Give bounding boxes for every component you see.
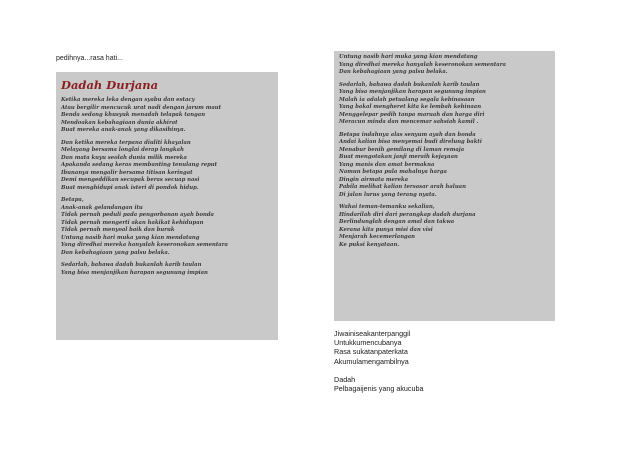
notes-block-1	[334, 329, 424, 366]
poem-line: Meracun minda dan mencemar sahsiah kamil .	[339, 119, 479, 125]
poem-line: Dan ketika mereka terpana diuliti khayalan	[61, 139, 191, 146]
poem-line: Andai kalian bisa menyemai budi direlung bakti	[339, 139, 482, 145]
poem-stanza	[339, 54, 551, 77]
poem-line: Ke puksi kenyataan.	[339, 241, 400, 248]
poem-line: Yang bisa menjanjikan harapan segunung impian	[61, 269, 208, 276]
poem-line: Ibunanya mengalir bersama titisan keringat	[61, 169, 193, 176]
note-line: Pelbagaijenis yang akucuba	[334, 384, 424, 394]
page-caption: pedihnya...rasa hati...	[56, 55, 123, 62]
poem-title: Dadah Durjana	[61, 78, 159, 92]
poem-line: Ketika mereka leka dengan syabu dan estacy	[61, 97, 195, 103]
poem-line: Hindarilah diri dari perangkap dadah durjana	[339, 211, 476, 218]
poem-line: Berlindunglah dengan amal dan takwa	[339, 219, 455, 225]
poem-line: Wahai teman-temanku sekalian,	[339, 204, 435, 210]
note-line: Akumulamengambilnya	[334, 356, 409, 366]
poem-line: Apakanda sedang keras membanting tenulang reput	[61, 162, 218, 168]
poem-line: Di jalan lurus yang terang nyata.	[339, 191, 437, 198]
poem-line: Buat mereka anak-anak yang dikasihinya.	[61, 127, 186, 133]
note-line: Dadah	[334, 374, 356, 384]
poem-line: Anak-anak gelandangan itu	[61, 204, 143, 211]
poem-line: Tidak pernah peduli pada pengorbanan ayah bonda	[61, 212, 214, 218]
poem-line: Menggelepar pedih tanpa maruah dan harga diri	[339, 111, 485, 118]
poem-line: Untung nasib hari muka yang kian mendatang	[61, 234, 200, 241]
poem-line: Yang bakal mengheret kita ke lembah kehinaan	[339, 104, 482, 110]
poem-line: Tidak pernah menyoal baik dan buruk	[61, 227, 175, 233]
poem-line: Malah ia adalah petualang segala kebinasaan	[339, 96, 475, 103]
note-line: Untukkumencubanya	[334, 338, 402, 348]
poem-line: Yang diredhai mereka hanyalah keseronokan sementara	[61, 242, 228, 248]
poem-line: Yang manis dan amat bermakna	[339, 161, 435, 168]
poem-line: Menabur benih gemilang di laman remaja	[339, 146, 465, 153]
poem-line: Namun betapa pula mahalnya harga	[339, 169, 447, 175]
poem-line: Menjarah kecemerlangan	[339, 234, 416, 240]
poem-line: Sedarlah, bahawa dadah bukanlah karib taulan	[61, 262, 202, 268]
poem-line: Yang bisa menjanjikan harapan segunung impian	[339, 89, 486, 95]
poem-line: Dan kebahagiaan yang palsu belaka.	[61, 249, 170, 256]
poem-line: Pabila melihat kalian tersasar arah haluan	[339, 184, 466, 190]
poem-line: Atau bergilir mencucuk urat nadi dengan jarum maut	[61, 104, 222, 111]
poem-stanza	[61, 197, 274, 257]
poem-line: Benda sedang khusyuk menadah telapak tangan	[61, 112, 206, 118]
poem-line: Untung nasib hari muka yang kian mendatang	[339, 54, 478, 60]
poem-stanza	[61, 140, 274, 193]
poem-stanza	[339, 82, 551, 127]
poem-body-right	[334, 54, 555, 249]
notes-block-2	[334, 375, 424, 393]
poem-line: Kerana kita punya misi dan visi	[339, 226, 433, 233]
poem-line: Sedarlah, bahawa dadah bukanlah karib taulan	[339, 81, 480, 88]
poem-scan-left	[56, 72, 278, 340]
poem-line: Dan kebahagiaan yang palsu belaka.	[339, 69, 448, 75]
poem-line: Buat mengotakan janji meraih kejayaan	[339, 154, 458, 160]
poem-stanza	[339, 132, 551, 200]
poem-line: Betapa indahnya alas senyum ayah dan bonda	[339, 131, 476, 138]
side-notes	[334, 329, 424, 393]
poem-line: Mendoakan kebahagiaan dunia akhirat	[61, 119, 178, 126]
note-line: Rasa sukatanpaterkata	[334, 347, 408, 357]
poem-line: Tidak pernah mengerti akan hakikat kehidupan	[61, 219, 204, 226]
poem-scan-right	[334, 51, 555, 321]
poem-line: Dingin airmata mereka	[339, 176, 409, 183]
poem-line: Betapa,	[61, 197, 84, 203]
poem-body-left	[56, 97, 278, 277]
poem-line: Yang diredhai mereka hanyalah keseronokan sementara	[339, 61, 506, 68]
poem-line: Buat menghidupi anak isteri di pondok hidup.	[61, 184, 199, 191]
note-line: Jiwainiseakanterpanggil	[334, 329, 411, 338]
poem-stanza	[61, 97, 274, 135]
poem-stanza	[339, 204, 551, 249]
poem-line: Dan mata kuyu seolah dunia milik mereka	[61, 154, 187, 161]
poem-line: Melayang bersama longlai derap langkah	[61, 147, 184, 153]
poem-line: Demi mengeddikan secupak beras secuap nasi	[61, 177, 200, 183]
poem-stanza	[61, 262, 274, 277]
